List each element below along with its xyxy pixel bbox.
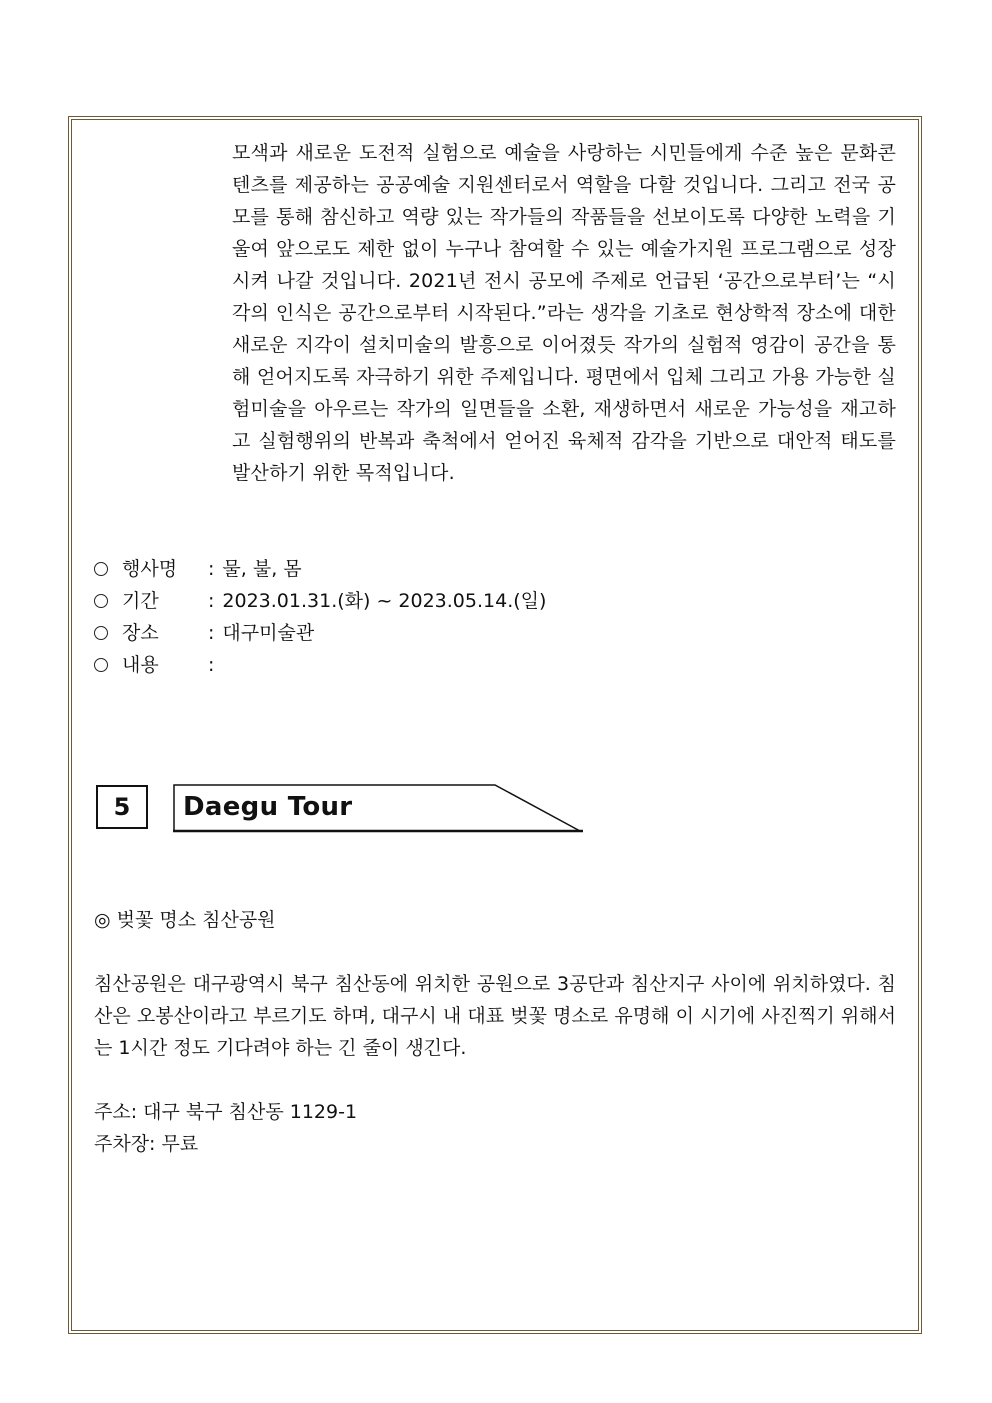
info-row-period: 기간 : 2023.01.31.(화) ~ 2023.05.14.(일) <box>94 585 546 617</box>
spot-description: 침산공원은 대구광역시 북구 침산동에 위치한 공원으로 3공단과 침산지구 사이에 위치하였다. 침산은 오봉산이라고 부르기도 하며, 대구시 내 대표 벚꽃 명소로 유명해 이 시기에 사진찍기 위해서는 1시간 정도 기다려야 하는 긴 줄이 생긴다. <box>94 973 896 1059</box>
circle-bullet-icon <box>94 658 108 672</box>
circle-bullet-icon <box>94 626 108 640</box>
section-title: Daegu Tour <box>183 792 353 822</box>
info-row-venue: 장소 : 대구미술관 <box>94 617 546 649</box>
info-label: 장소 <box>122 622 159 644</box>
info-value: 물, 불, 몸 <box>222 558 302 580</box>
event-info-list <box>94 553 546 681</box>
info-row-content: 내용 : <box>94 649 546 681</box>
spot-parking: 주차장: 무료 <box>94 1133 199 1155</box>
info-row-event-name: 행사명 : 물, 불, 몸 <box>94 553 546 585</box>
intro-paragraph: 모색과 새로운 도전적 실험으로 예술을 사랑하는 시민들에게 수준 높은 문화콘텐츠를 제공하는 공공예술 지원센터로서 역할을 다할 것입니다. 그리고 전국 공모를 통해 참신하고 역량 있는 작가들의 작품들을 선보이도록 다양한 노력을 기울여 앞으로도 제한 없이 누구나 참여할 수 있는 예술가지원 프로그램으로 성장시켜 나갈 것입니다. 2021년 전시 공모에 주제로 언급된 ‘공간으로부터’는 “시각의 인식은 공간으로부터 시작된다.”라는 생각을 기초로 현상학적 장소에 대한 새로운 지각이 설치미술의 발흥으로 이어졌듯 작가의 실험적 영감이 공간을 통해 얻어지도록 자극하기 위한 주제입니다. 평면에서 입체 그리고 가용 가능한 실험미술을 아우르는 작가의 일면들을 소환, 재생하면서 새로운 가능성을 재고하고 실험행위의 반복과 축척에서 얻어진 육체적 감각을 기반으로 대안적 태도를 발산하기 위한 목적입니다. <box>232 142 896 484</box>
info-label: 행사명 <box>122 558 178 580</box>
info-label: 기간 <box>122 590 159 612</box>
circle-bullet-icon <box>94 562 108 576</box>
info-label: 내용 <box>122 654 159 676</box>
info-value: 2023.01.31.(화) ~ 2023.05.14.(일) <box>222 590 547 612</box>
spot-heading: ◎ 벚꽃 명소 침산공원 <box>94 909 276 931</box>
section-number: 5 <box>96 785 148 829</box>
info-value: 대구미술관 <box>222 622 315 644</box>
circle-bullet-icon <box>94 594 108 608</box>
spot-address: 주소: 대구 북구 침산동 1129-1 <box>94 1101 358 1123</box>
section-title-banner <box>173 784 583 834</box>
